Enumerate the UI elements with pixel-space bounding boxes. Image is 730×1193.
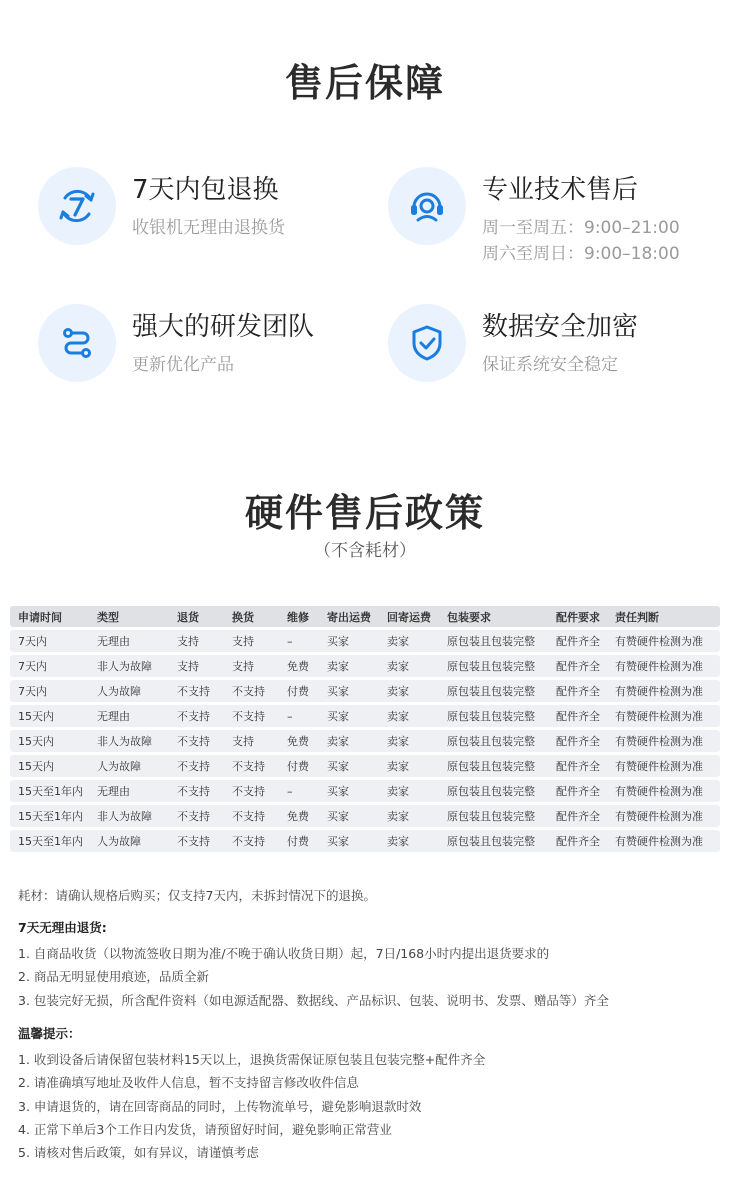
- table-cell: 原包装且包装完整: [439, 805, 548, 827]
- table-cell: 免费: [279, 730, 319, 752]
- list-item: 3. 申请退货的，请在回寄商品的同时，上传物流单号，避免影响退款时效: [18, 1098, 422, 1114]
- column-header: 回寄运费: [379, 606, 439, 627]
- table-cell: 人为故障: [89, 755, 169, 777]
- table-row: [10, 755, 720, 777]
- table-cell: 配件齐全: [548, 730, 607, 752]
- consumable-note: [18, 884, 376, 907]
- policy-table: [10, 603, 720, 855]
- table-cell: 有赞硬件检测为准: [607, 830, 720, 852]
- table-cell: 配件齐全: [548, 655, 607, 677]
- table-cell: 买家: [319, 805, 379, 827]
- column-header: 退货: [169, 606, 224, 627]
- feature-title: 专业技术售后: [482, 175, 639, 205]
- table-cell: 卖家: [379, 680, 439, 702]
- table-cell: 无理由: [89, 780, 169, 802]
- table-row: [10, 805, 720, 827]
- table-cell: 不支持: [224, 680, 279, 702]
- list-item: 2. 请准确填写地址及收件人信息，暂不支持留言修改收件信息: [18, 1075, 359, 1091]
- table-cell: 买家: [319, 830, 379, 852]
- table-row: [10, 780, 720, 802]
- table-cell: 买家: [319, 680, 379, 702]
- table-cell: 免费: [279, 805, 319, 827]
- table-cell: 有赞硬件检测为准: [607, 805, 720, 827]
- list-item: 5. 请核对售后政策，如有异议，请谨慎考虑: [18, 1145, 259, 1161]
- table-cell: 不支持: [169, 730, 224, 752]
- feature-desc: 周一至周五：9:00–21:00: [482, 218, 680, 238]
- list-item: 2. 商品无明显使用痕迹，品质全新: [18, 969, 209, 985]
- table-cell: 买家: [319, 705, 379, 727]
- table-cell: 原包装且包装完整: [439, 780, 548, 802]
- table-cell: 非人为故障: [89, 730, 169, 752]
- table-cell: 有赞硬件检测为准: [607, 755, 720, 777]
- table-header-row: [10, 606, 720, 627]
- table-cell: 卖家: [319, 730, 379, 752]
- table-cell: 卖家: [379, 730, 439, 752]
- table-cell: 原包装且包装完整: [439, 705, 548, 727]
- table-cell: 配件齐全: [548, 630, 607, 652]
- feature-desc: 保证系统安全稳定: [482, 355, 618, 375]
- table-cell: 不支持: [224, 705, 279, 727]
- table-cell: 配件齐全: [548, 680, 607, 702]
- feature-desc: 收银机无理由退换货: [132, 218, 285, 238]
- list-item: 1. 收到设备后请保留包装材料15天以上，退换货需保证原包装且包装完整+配件齐全: [18, 1052, 486, 1067]
- column-header: 配件要求: [548, 606, 607, 627]
- table-cell: –: [279, 780, 319, 802]
- development-flow-icon: [38, 304, 116, 382]
- security-shield-icon: [388, 304, 466, 382]
- table-cell: 有赞硬件检测为准: [607, 655, 720, 677]
- table-cell: –: [279, 630, 319, 652]
- table-cell: 不支持: [169, 680, 224, 702]
- table-cell: –: [279, 705, 319, 727]
- table-cell: 有赞硬件检测为准: [607, 680, 720, 702]
- feature-desc: 更新优化产品: [132, 355, 234, 375]
- table-cell: 免费: [279, 655, 319, 677]
- table-cell: 不支持: [169, 805, 224, 827]
- table-cell: 买家: [319, 780, 379, 802]
- table-row: [10, 655, 720, 677]
- table-cell: 买家: [319, 755, 379, 777]
- table-cell: 支持: [169, 630, 224, 652]
- after-sales-title: 售后保障: [284, 61, 445, 105]
- feature-title: 数据安全加密: [482, 312, 639, 342]
- column-header: 申请时间: [10, 606, 89, 627]
- table-cell: 有赞硬件检测为准: [607, 780, 720, 802]
- hardware-policy-subtitle: （不含耗材）: [314, 541, 416, 561]
- table-cell: 不支持: [169, 705, 224, 727]
- table-cell: 7天内: [10, 630, 89, 652]
- table-cell: 有赞硬件检测为准: [607, 705, 720, 727]
- table-cell: 15天内: [10, 730, 89, 752]
- table-cell: 卖家: [379, 655, 439, 677]
- table-row: [10, 680, 720, 702]
- table-cell: 配件齐全: [548, 805, 607, 827]
- column-header: 维修: [279, 606, 319, 627]
- customer-service-headset-icon: [388, 167, 466, 245]
- table-row: [10, 705, 720, 727]
- table-cell: 付费: [279, 680, 319, 702]
- table-cell: 支持: [224, 630, 279, 652]
- table-row: [10, 830, 720, 852]
- table-cell: 不支持: [224, 755, 279, 777]
- list-item: 3. 包装完好无损，所含配件资料（如电源适配器、数据线、产品标识、包装、说明书、发票、赠品等）齐全: [18, 992, 609, 1008]
- table-cell: 原包装且包装完整: [439, 630, 548, 652]
- table-cell: 卖家: [379, 705, 439, 727]
- table-cell: 配件齐全: [548, 755, 607, 777]
- feature-title: 7天内包退换: [132, 175, 279, 205]
- table-cell: 非人为故障: [89, 805, 169, 827]
- table-cell: 买家: [319, 630, 379, 652]
- return-7-days-icon: [38, 167, 116, 245]
- column-header: 寄出运费: [319, 606, 379, 627]
- table-cell: 配件齐全: [548, 705, 607, 727]
- table-cell: 无理由: [89, 630, 169, 652]
- table-cell: 不支持: [224, 780, 279, 802]
- table-cell: 配件齐全: [548, 830, 607, 852]
- table-cell: 原包装且包装完整: [439, 680, 548, 702]
- table-cell: 支持: [224, 730, 279, 752]
- table-cell: 不支持: [224, 805, 279, 827]
- table-cell: 人为故障: [89, 830, 169, 852]
- column-header: 责任判断: [607, 606, 720, 627]
- column-header: 类型: [89, 606, 169, 627]
- list-item: 4. 正常下单后3个工作日内发货，请预留好时间，避免影响正常营业: [18, 1121, 392, 1137]
- table-cell: 原包装且包装完整: [439, 655, 548, 677]
- table-cell: 15天至1年内: [10, 805, 89, 827]
- table-row: [10, 630, 720, 652]
- table-cell: 15天至1年内: [10, 780, 89, 802]
- table-cell: 卖家: [379, 830, 439, 852]
- table-cell: 卖家: [379, 780, 439, 802]
- table-cell: 人为故障: [89, 680, 169, 702]
- table-cell: 15天内: [10, 755, 89, 777]
- table-cell: 不支持: [169, 830, 224, 852]
- table-cell: 配件齐全: [548, 780, 607, 802]
- table-cell: 卖家: [379, 630, 439, 652]
- table-cell: 支持: [169, 655, 224, 677]
- tips-block: [18, 1024, 485, 1164]
- table-cell: 无理由: [89, 705, 169, 727]
- table-cell: 卖家: [379, 755, 439, 777]
- return-policy-heading: 7天无理由退货:: [18, 920, 107, 935]
- hardware-policy-title: 硬件售后政策: [244, 491, 485, 535]
- table-cell: 原包装且包装完整: [439, 730, 548, 752]
- feature-tech-support: [388, 167, 718, 264]
- feature-data-security: [388, 304, 718, 394]
- table-cell: 不支持: [224, 830, 279, 852]
- return-policy-block: [18, 918, 609, 1012]
- feature-7-day-return: [38, 167, 368, 257]
- table-cell: 非人为故障: [89, 655, 169, 677]
- column-header: 包装要求: [439, 606, 548, 627]
- table-cell: 7天内: [10, 680, 89, 702]
- feature-rd-team: [38, 304, 368, 394]
- table-cell: 15天内: [10, 705, 89, 727]
- feature-desc: 周六至周日：9:00–18:00: [482, 244, 680, 264]
- table-cell: 原包装且包装完整: [439, 755, 548, 777]
- table-cell: 付费: [279, 830, 319, 852]
- table-cell: 原包装且包装完整: [439, 830, 548, 852]
- column-header: 换货: [224, 606, 279, 627]
- table-cell: 有赞硬件检测为准: [607, 730, 720, 752]
- table-cell: 支持: [224, 655, 279, 677]
- consumable-text: 耗材：请确认规格后购买；仅支持7天内，未拆封情况下的退换。: [18, 888, 376, 903]
- table-cell: 15天至1年内: [10, 830, 89, 852]
- table-cell: 付费: [279, 755, 319, 777]
- tips-heading: 温馨提示：: [18, 1026, 81, 1041]
- feature-title: 强大的研发团队: [132, 312, 315, 342]
- table-cell: 有赞硬件检测为准: [607, 630, 720, 652]
- table-cell: 不支持: [169, 755, 224, 777]
- table-cell: 卖家: [319, 655, 379, 677]
- list-item: 1. 自商品收货（以物流签收日期为准/不晚于确认收货日期）起，7日/168小时内提出退货要求的: [18, 946, 550, 961]
- table-cell: 7天内: [10, 655, 89, 677]
- table-cell: 卖家: [379, 805, 439, 827]
- table-cell: 不支持: [169, 780, 224, 802]
- table-row: [10, 730, 720, 752]
